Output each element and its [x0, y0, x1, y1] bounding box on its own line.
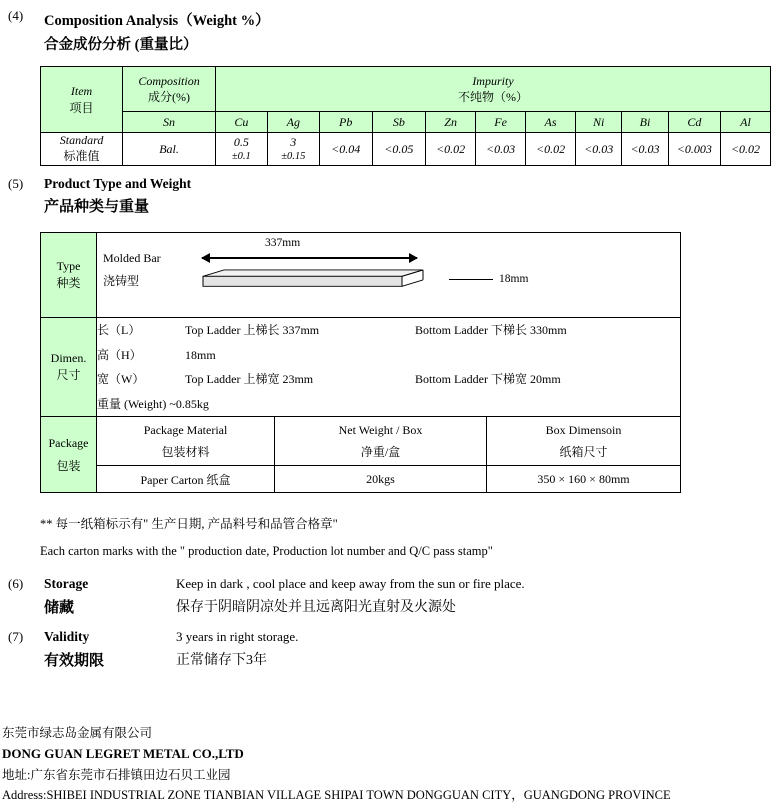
- table-row-standard: [41, 133, 771, 166]
- value-cell: <0.02: [526, 133, 576, 166]
- composition-table-wrapper: [40, 66, 771, 166]
- package-value-cell: 20kgs: [275, 466, 487, 493]
- value-cell: <0.02: [426, 133, 476, 166]
- carton-marking-notes: [40, 511, 771, 564]
- composition-table: [40, 66, 771, 166]
- element-header: Pb: [319, 112, 372, 133]
- header-composition: Composition 成分(%): [123, 67, 216, 112]
- value-cell: 3 ±0.15: [267, 133, 319, 166]
- value-cell: <0.03: [622, 133, 668, 166]
- document-page: [0, 8, 771, 812]
- value-cell: <0.03: [576, 133, 622, 166]
- section-number: (7): [8, 628, 24, 644]
- row-label-type: Type 种类: [41, 233, 97, 318]
- section-composition-analysis: [0, 8, 771, 54]
- section-number: (5): [8, 176, 24, 191]
- package-header-cell: Box Dimensoin 纸箱尺寸: [487, 417, 681, 466]
- row-label-dimension: Dimen. 尺寸: [41, 318, 97, 417]
- element-header: Ni: [576, 112, 622, 133]
- element-header: Sn: [123, 112, 216, 133]
- table-row: [41, 67, 771, 112]
- validity-value: 3 years in right storage. 正常储存下3年: [176, 628, 299, 668]
- package-value-cell: Paper Carton 纸盒: [97, 466, 275, 493]
- company-name-cn: 东莞市绿志岛金属有限公司: [2, 725, 153, 740]
- value-cell: Bal.: [123, 133, 216, 166]
- table-row-type: [41, 233, 681, 318]
- type-text: Molded Bar 浇铸型: [103, 251, 161, 288]
- dimension-line: 宽（W） Top Ladder 上梯宽 23mm Bottom Ladder 下梯宽 20mm: [97, 372, 561, 387]
- element-header: Bi: [622, 112, 668, 133]
- storage-value: Keep in dark , cool place and keep away from the sun or fire place. 保存于阴暗阴凉处并且远离阳光直射及火源处: [176, 575, 525, 615]
- package-header-cell: Net Weight / Box 净重/盒: [275, 417, 487, 466]
- value-cell: <0.03: [476, 133, 526, 166]
- section-number: (4): [8, 8, 24, 23]
- table-row-elements: [41, 112, 771, 133]
- value-cell: 0.5 ±0.1: [215, 133, 267, 166]
- validity-label: Validity 有效期限: [44, 628, 105, 669]
- section-title-en: Composition Analysis（Weight %）: [44, 13, 270, 29]
- table-row-dimension: [41, 318, 681, 417]
- table-row-package-header: [41, 417, 681, 466]
- element-header: Fe: [476, 112, 526, 133]
- note-line-cn: ** 每一纸箱标示有" 生产日期, 产品料号和品管合格章": [40, 517, 338, 532]
- thickness-leader-line: [449, 279, 493, 280]
- dimension-details-cell: [97, 318, 681, 417]
- package-header-cell: Package Material 包装材料: [97, 417, 275, 466]
- length-dimension-label: 337mm: [265, 237, 301, 249]
- element-header: Al: [720, 112, 770, 133]
- product-table: [40, 232, 681, 493]
- header-item: Item 项目: [41, 67, 123, 133]
- document-footer: [0, 723, 771, 806]
- element-header: Ag: [267, 112, 319, 133]
- section-number: (6): [8, 575, 24, 591]
- element-header: Cd: [668, 112, 720, 133]
- type-illustration-cell: [97, 233, 681, 318]
- section-title-cn: 产品种类与重量: [44, 199, 150, 215]
- section-validity: [0, 629, 771, 670]
- row-label-standard: Standard 标准值: [41, 133, 123, 166]
- element-header: As: [526, 112, 576, 133]
- element-header: Cu: [215, 112, 267, 133]
- dimension-line: 重量 (Weight) ~0.85kg: [97, 396, 209, 411]
- dimension-line: 长（L） Top Ladder 上梯长 337mm Bottom Ladder 下梯长 330mm: [97, 323, 567, 337]
- section-storage: [0, 576, 771, 617]
- section-title-en: Product Type and Weight: [44, 176, 192, 191]
- row-label-package: Package 包装: [41, 417, 97, 493]
- storage-label: Storage 储藏: [44, 575, 89, 616]
- molded-bar-shape: [202, 269, 424, 289]
- length-dimension-arrow: [202, 257, 417, 259]
- thickness-label: 18mm: [499, 273, 529, 285]
- address-cn: 地址:广东省东莞市石排镇田边石贝工业园: [2, 767, 231, 782]
- dimension-line: 高（H） 18mm: [97, 347, 216, 362]
- product-table-wrapper: [40, 232, 771, 493]
- address-en: Address:SHIBEI INDUSTRIAL ZONE TIANBIAN VILLAGE SHIPAI TOWN DONGGUAN CITY，GUANGDONG PROVINCE: [2, 788, 671, 803]
- section-title-cn: 合金成份分析 (重量比）: [44, 37, 198, 53]
- element-header: Sb: [372, 112, 426, 133]
- element-header: Zn: [426, 112, 476, 133]
- note-line-en: Each carton marks with the " production date, Production lot number and Q/C pass stamp": [40, 543, 493, 558]
- value-cell: <0.02: [720, 133, 770, 166]
- value-cell: <0.003: [668, 133, 720, 166]
- value-cell: <0.05: [372, 133, 426, 166]
- section-product-type-weight: [0, 176, 771, 216]
- value-cell: <0.04: [319, 133, 372, 166]
- company-name-en: DONG GUAN LEGRET METAL CO.,LTD: [2, 746, 244, 762]
- package-value-cell: 350 × 160 × 80mm: [487, 466, 681, 493]
- header-impurity: Impurity 不纯物（%）: [215, 67, 770, 112]
- table-row-package-values: [41, 466, 681, 493]
